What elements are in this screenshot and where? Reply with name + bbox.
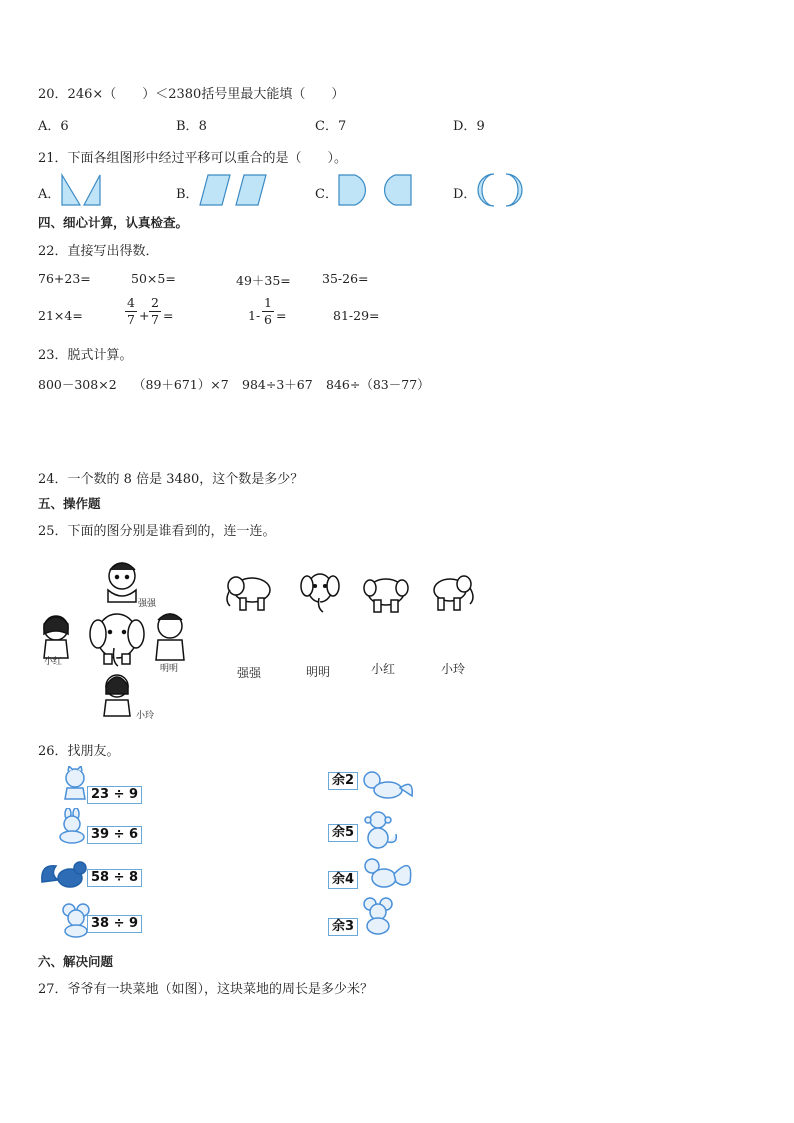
- section-5-title: 五、操作题: [38, 496, 101, 511]
- option-value: 8: [198, 119, 207, 134]
- q21-option-c-label[interactable]: C．: [315, 187, 338, 202]
- expression-23-div-9[interactable]: 23 ÷ 9: [87, 786, 142, 804]
- option-label: C．: [315, 119, 338, 134]
- remainder-4-box[interactable]: 余4: [328, 871, 358, 889]
- q22-item-5: 21×4=: [38, 308, 83, 323]
- expression-58-div-8[interactable]: 58 ÷ 8: [87, 869, 142, 887]
- one-minus: 1-: [248, 308, 261, 323]
- q22-item-4: 35-26=: [322, 271, 369, 286]
- denominator: 7: [151, 312, 159, 327]
- q22-item-8: 81-29=: [333, 308, 380, 323]
- option-value: 9: [476, 119, 485, 134]
- q21-option-a-label[interactable]: A．: [38, 187, 61, 202]
- answer-label-xiaohong[interactable]: 小红: [371, 662, 396, 676]
- q20-option-c[interactable]: [315, 115, 346, 134]
- option-label: D．: [453, 119, 477, 134]
- q21-option-d-label[interactable]: D．: [453, 187, 477, 202]
- trapezoid-pair-icon: [60, 173, 104, 207]
- remainder-2-box[interactable]: 余2: [328, 772, 358, 790]
- equals-sign: =: [276, 308, 287, 323]
- section-4-title: 四、细心计算，认真检查。: [38, 215, 189, 230]
- fraction-1-6: [262, 296, 274, 327]
- q23-item-3: 984÷3＋67: [242, 377, 313, 392]
- numerator: 2: [151, 295, 159, 310]
- monkey-icon: [360, 810, 400, 856]
- scene-label-qiangqiang: 强强: [138, 599, 157, 609]
- cat-icon: [60, 766, 90, 804]
- q27-stem: 27．爷爷有一块菜地（如图），这块菜地的周长是多少米？: [38, 982, 374, 997]
- scene-label-xiaoling: 小玲: [136, 711, 155, 721]
- elephant-side-view-right[interactable]: [430, 572, 478, 618]
- q20-option-a[interactable]: [38, 115, 69, 134]
- q20-option-d[interactable]: [453, 115, 485, 134]
- plus-sign: +: [139, 308, 150, 323]
- elephant-back-view[interactable]: [360, 574, 412, 620]
- expression-38-div-9[interactable]: 38 ÷ 9: [87, 915, 142, 933]
- remainder-3-box[interactable]: 余3: [328, 918, 358, 936]
- mouse-outline-icon: [360, 896, 400, 942]
- section-6-title: 六、解决问题: [38, 954, 114, 969]
- kid-xiaohong-figure: [44, 616, 68, 658]
- answer-label-mingming[interactable]: 明明: [306, 665, 331, 679]
- scene-label-mingming: 明明: [160, 664, 179, 674]
- q24-stem: 24．一个数的 8 倍是 3480，这个数是多少？: [38, 472, 304, 487]
- equals-sign: =: [163, 308, 174, 323]
- option-value: 7: [337, 119, 347, 134]
- answer-label-qiangqiang[interactable]: 强强: [237, 666, 262, 680]
- kid-xiaoling-figure: [104, 675, 130, 716]
- parallelogram-pair-icon: [198, 173, 270, 207]
- fraction-2-7: [149, 296, 161, 327]
- squirrel-outline-icon: [360, 852, 414, 896]
- observation-scene: [40, 558, 200, 723]
- d-shape-pair-icon: [337, 173, 415, 207]
- numerator: 1: [264, 295, 272, 310]
- q20-stem: 20．246×（ ）＜2380括号里最大能填（ ）: [38, 87, 345, 102]
- q22-stem: 22．直接写出得数．: [38, 244, 159, 259]
- q23-item-4: 846÷（83－77）: [326, 377, 430, 392]
- fraction-4-7: [125, 296, 137, 327]
- kid-mingming-figure: [156, 614, 184, 660]
- crescent-pair-icon: [474, 172, 526, 208]
- q22-item-1: 76+23=: [38, 271, 91, 286]
- scene-label-xiaohong: 小红: [44, 657, 63, 667]
- squirrel-icon: [40, 858, 90, 896]
- rabbit-icon: [56, 808, 88, 848]
- q21-option-b-label[interactable]: B．: [176, 187, 199, 202]
- elephant-side-view-left[interactable]: [222, 572, 274, 618]
- fox-icon: [360, 770, 414, 806]
- q22-item-2: 50×5=: [131, 271, 176, 286]
- q23-stem: 23．脱式计算。: [38, 348, 133, 363]
- q23-item-2: （89＋671）×7: [133, 377, 229, 392]
- answer-label-xiaoling[interactable]: 小玲: [441, 662, 466, 676]
- q26-stem: 26．找朋友。: [38, 744, 120, 759]
- denominator: 7: [127, 312, 135, 327]
- q23-item-1: 800－308×2: [38, 377, 117, 392]
- q25-stem: 25．下面的图分别是谁看到的，连一连。: [38, 524, 276, 539]
- option-value: 6: [60, 119, 69, 134]
- q20-option-b[interactable]: [176, 115, 207, 134]
- q21-stem: 21．下面各组图形中经过平移可以重合的是（ ）。: [38, 151, 348, 166]
- numerator: 4: [127, 295, 135, 310]
- expression-39-div-6[interactable]: 39 ÷ 6: [87, 826, 142, 844]
- option-label: B．: [176, 119, 199, 134]
- q22-item-3: 49＋35=: [236, 273, 291, 288]
- scene-drawing: [40, 558, 200, 723]
- kid-qiangqiang-figure: [108, 563, 136, 602]
- option-label: A．: [38, 119, 61, 134]
- elephant-front-view[interactable]: [299, 568, 341, 620]
- denominator: 6: [264, 312, 272, 327]
- elephant-figure: [90, 614, 144, 666]
- remainder-5-box[interactable]: 余5: [328, 824, 358, 842]
